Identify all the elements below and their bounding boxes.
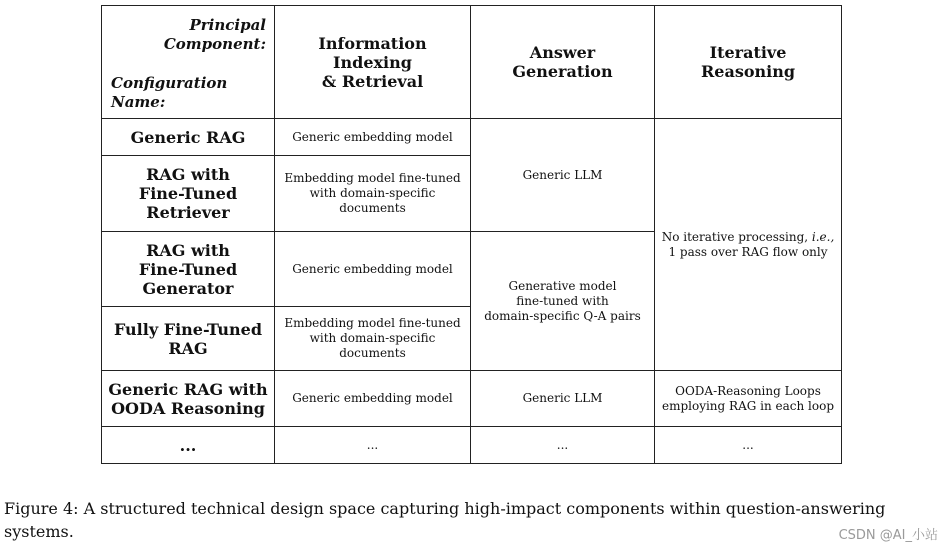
row-label-line2: Fine-Tuned — [138, 184, 238, 203]
row-label-ellipsis — [102, 427, 275, 464]
cell-line1: Embedding model fine-tuned — [284, 171, 461, 185]
row-label-ft-retriever — [102, 156, 275, 232]
cell-retrieval-ooda — [275, 371, 471, 427]
cell-line1: OODA-Reasoning Loops — [675, 383, 821, 398]
cell-generation-ooda — [471, 371, 655, 427]
row-label-line3: Generator — [142, 278, 234, 298]
cell-retrieval-ellipsis — [275, 427, 471, 464]
design-space-table — [101, 5, 842, 464]
row-label-line1: Generic RAG with — [108, 379, 268, 399]
row-label-ft-generator — [102, 232, 275, 307]
no-iter-prefix: No iterative processing, — [661, 229, 812, 244]
row-label-line2: OODA Reasoning — [111, 398, 265, 418]
header-indexing-line2: & Retrieval — [321, 71, 424, 91]
cell-line3: documents — [339, 346, 406, 360]
cell-line2: with domain-specific — [309, 186, 436, 200]
cell-text: ... — [742, 437, 754, 452]
row-label-line1: RAG with — [146, 240, 230, 260]
cell-text: ... — [556, 437, 569, 452]
caption-line2: systems. — [4, 522, 74, 541]
cell-generation-ellipsis — [471, 427, 655, 464]
cell-line2: with domain-specific — [309, 331, 436, 345]
cell-line2: fine-tuned with — [516, 293, 609, 308]
row-label-line2: Fine-Tuned — [138, 259, 238, 279]
caption-line1: Figure 4: A structured technical design space capturing high-impact components within question-answering — [4, 499, 886, 518]
cell-text: Generic LLM — [522, 391, 603, 405]
cell-text: Generic embedding model — [292, 391, 453, 405]
header-generation-text: Answer Generation — [512, 43, 613, 81]
header-row — [102, 6, 842, 119]
row-label-text: ... — [179, 435, 197, 455]
row-label-ooda — [102, 371, 275, 427]
row-label-line1: Fully Fine-Tuned — [113, 319, 263, 339]
no-iter-ie: i.e., — [811, 229, 835, 244]
cell-generation-generic-llm-merged — [471, 119, 655, 232]
cell-text: Generic LLM — [522, 167, 603, 182]
header-answer-generation — [471, 6, 655, 119]
row-label-fully-ft — [102, 307, 275, 371]
csdn-watermark: CSDN @AI_小站 — [838, 528, 938, 543]
cell-reasoning-ellipsis — [655, 427, 842, 464]
row-label-line1: RAG with — [146, 165, 230, 184]
cell-text: Generic embedding model — [292, 129, 453, 144]
row-label-line3: Retriever — [146, 203, 230, 222]
cell-line3: domain-specific Q-A pairs — [484, 308, 641, 323]
table-row-ooda — [102, 371, 842, 427]
no-iter-line2: 1 pass over RAG flow only — [668, 244, 828, 259]
cell-line1: Embedding model fine-tuned — [284, 316, 461, 330]
header-iterative-reasoning — [655, 6, 842, 119]
cell-retrieval-generic-rag — [275, 119, 471, 156]
figure-caption — [4, 497, 940, 543]
cell-retrieval-ft-retriever — [275, 156, 471, 232]
corner-top-line1: Principal — [189, 16, 266, 34]
configuration-name-label — [111, 74, 227, 112]
cell-text: ... — [366, 437, 379, 452]
cell-reasoning-ooda — [655, 371, 842, 427]
table-row-ellipsis — [102, 427, 842, 464]
cell-text: Generic embedding model — [292, 261, 453, 276]
cell-generation-generative-merged — [471, 232, 655, 371]
header-indexing-line1: Information Indexing — [318, 33, 427, 72]
cell-retrieval-ft-generator — [275, 232, 471, 307]
corner-bottom-line2: Name: — [111, 93, 166, 111]
cell-reasoning-no-iterative-merged — [655, 119, 842, 371]
cell-line1: Generative model — [508, 278, 617, 293]
corner-header-cell — [102, 6, 275, 119]
principal-component-label — [164, 16, 266, 54]
table-row-generic-rag — [102, 119, 842, 156]
cell-line2: employing RAG in each loop — [661, 398, 835, 413]
header-indexing-retrieval — [275, 6, 471, 119]
row-label-line2: RAG — [168, 338, 208, 358]
corner-bottom-line1: Configuration — [111, 74, 228, 92]
row-label-generic-rag — [102, 119, 275, 156]
corner-top-line2: Component: — [163, 35, 266, 53]
row-label-text: Generic RAG — [130, 127, 246, 147]
cell-retrieval-fully-ft — [275, 307, 471, 371]
header-reasoning-text: Iterative Reasoning — [700, 43, 796, 81]
cell-line3: documents — [339, 201, 406, 215]
